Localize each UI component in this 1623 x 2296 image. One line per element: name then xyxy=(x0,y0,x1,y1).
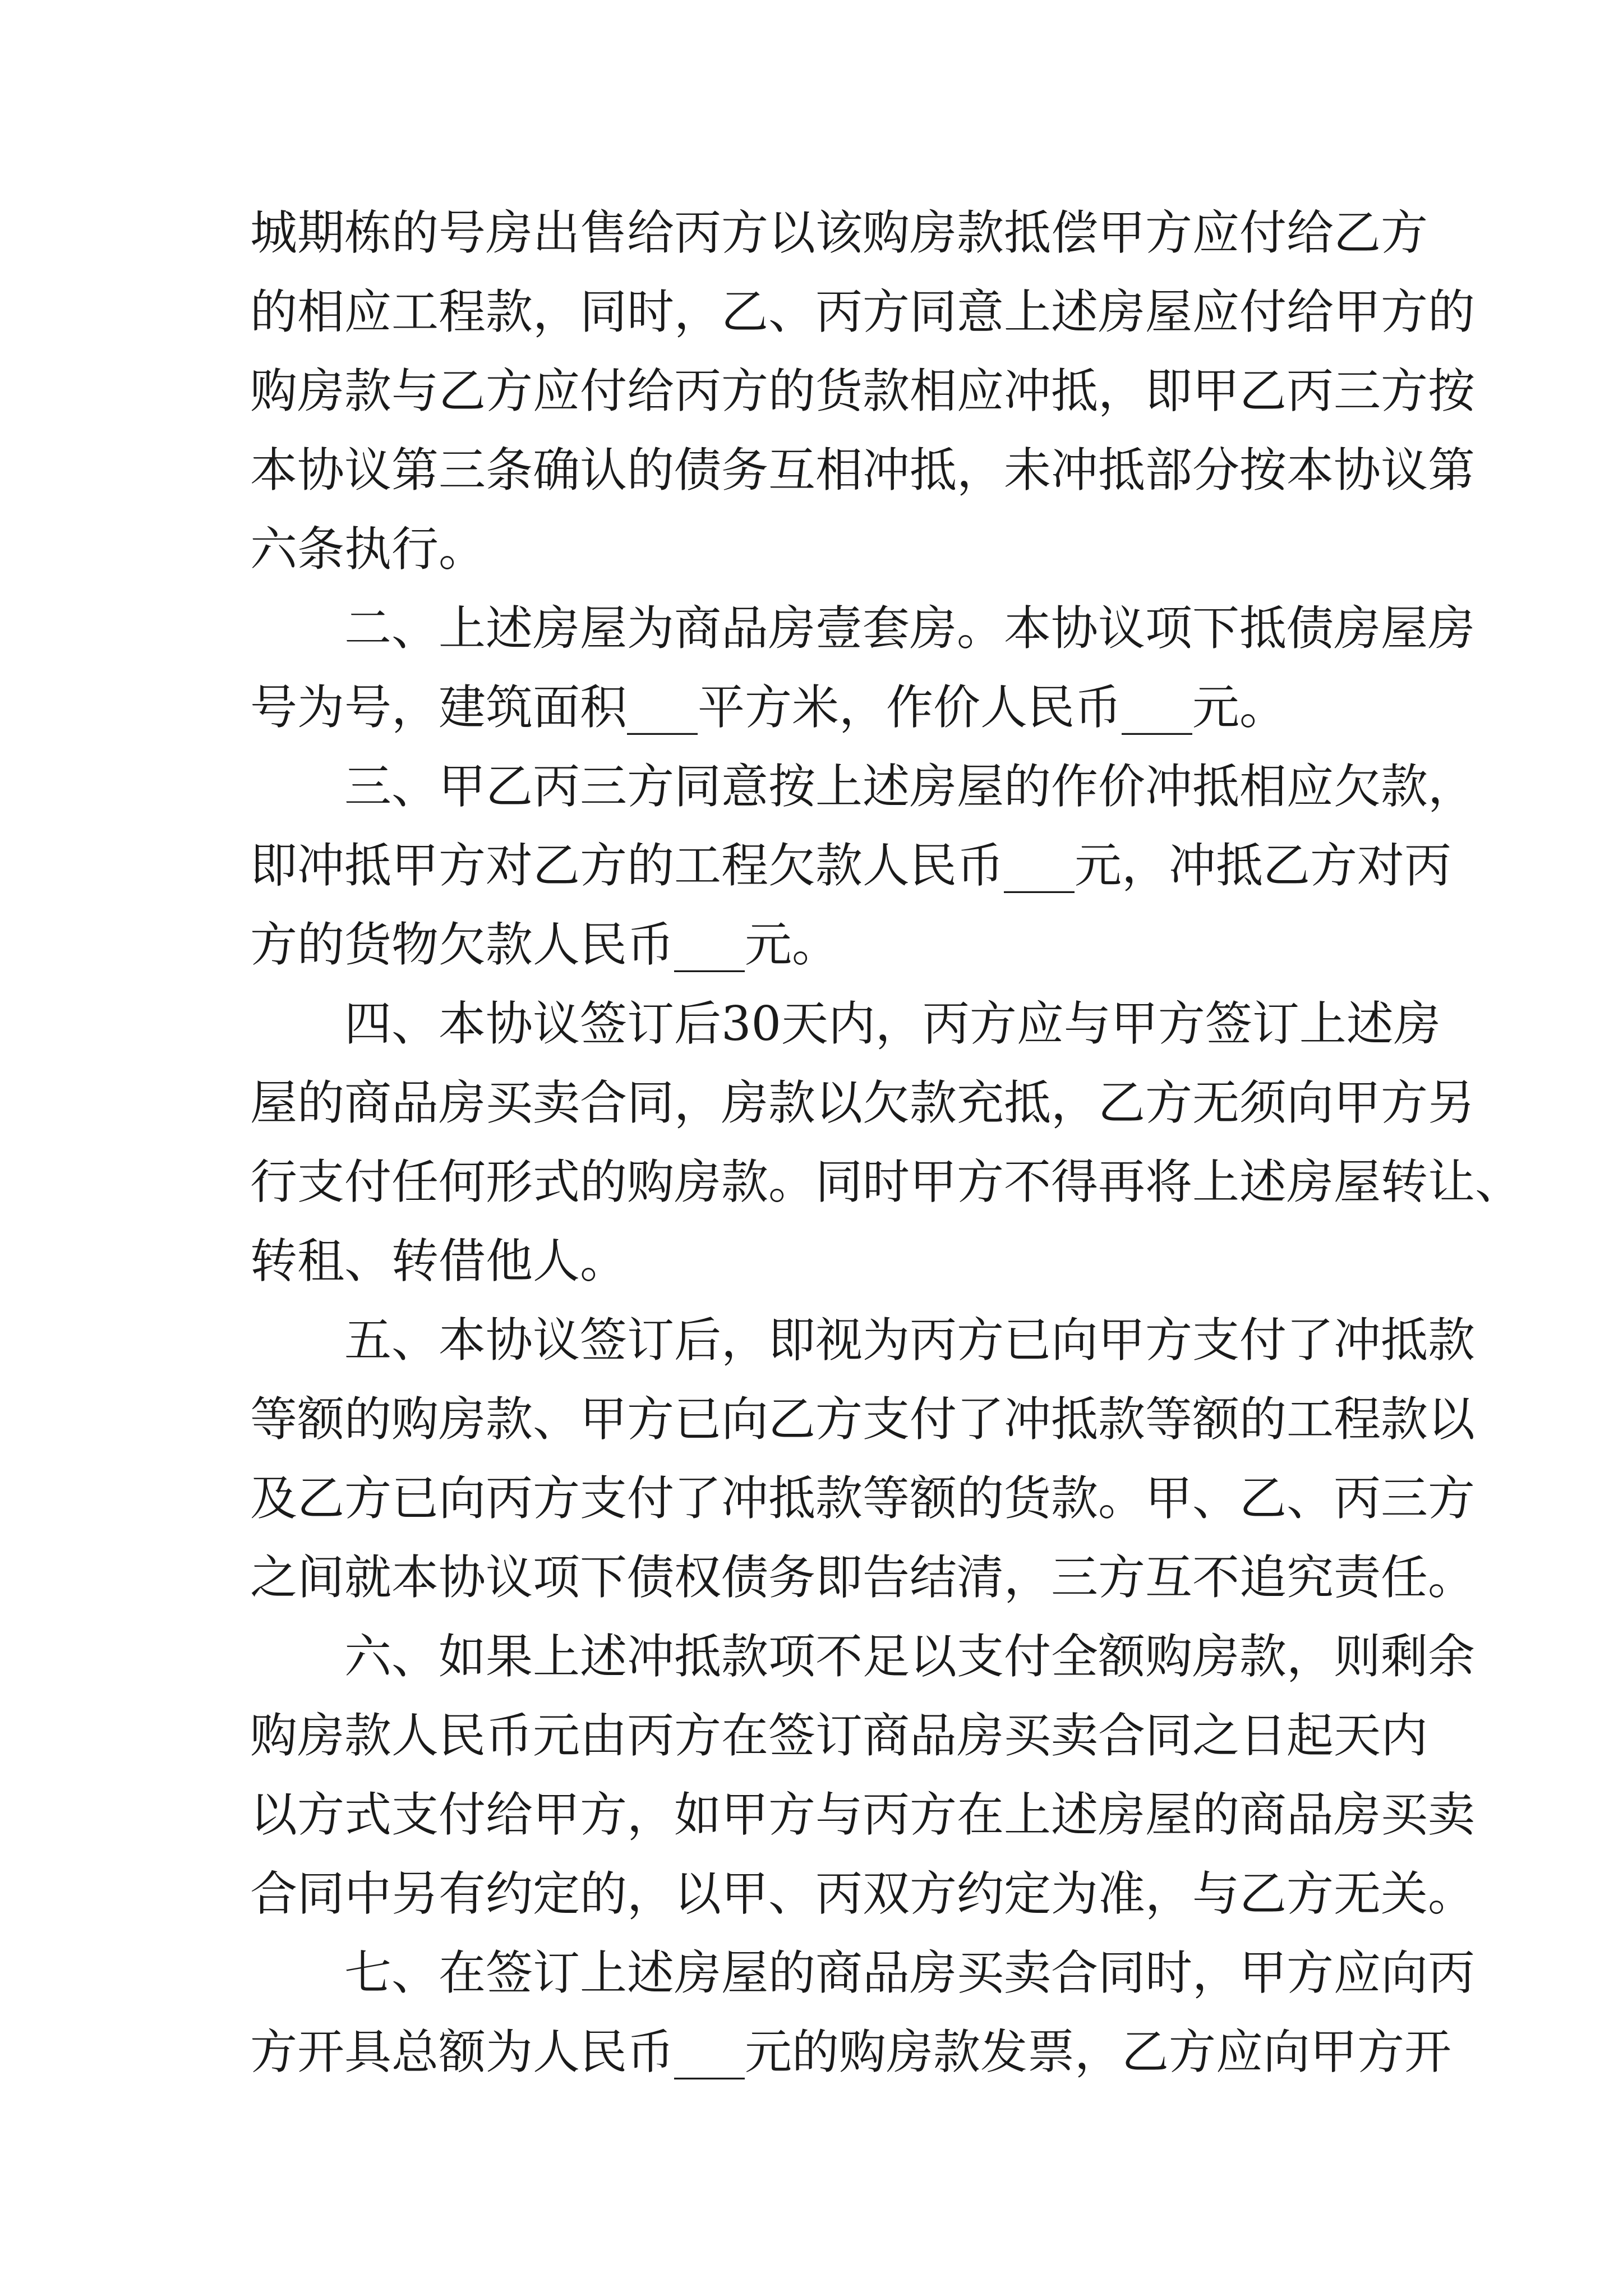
text-line: 转租、转借他人。 xyxy=(250,1234,628,1289)
text-line: 城期栋的号房出售给丙方以该购房款抵偿甲方应付给乙方 xyxy=(250,205,1428,260)
text-line: 即冲抵甲方对乙方的工程欠款人民币___元，冲抵乙方对丙 xyxy=(250,838,1452,893)
text-line: 及乙方已向丙方支付了冲抵款等额的货款。甲、乙、丙三方 xyxy=(250,1471,1476,1526)
text-line: 二、上述房屋为商品房壹套房。本协议项下抵债房屋房 xyxy=(344,601,1476,656)
text-line: 之间就本协议项下债权债务即告结清，三方互不追究责任。 xyxy=(250,1550,1476,1605)
paragraph-3 xyxy=(250,747,1476,984)
paragraph-7 xyxy=(250,1934,1476,2092)
text-line: 购房款与乙方应付给丙方的货款相应冲抵，即甲乙丙三方按 xyxy=(250,364,1476,418)
text-line: 屋的商品房买卖合同，房款以欠款充抵，乙方无须向甲方另 xyxy=(250,1075,1476,1130)
text-line: 等额的购房款、甲方已向乙方支付了冲抵款等额的工程款以 xyxy=(250,1392,1476,1447)
text-line: 行支付任何形式的购房款。同时甲方不得再将上述房屋转让、 xyxy=(250,1154,1523,1209)
text-line: 购房款人民币元由丙方在签订商品房买卖合同之日起天内 xyxy=(250,1708,1428,1763)
text-line: 七、在签订上述房屋的商品房买卖合同时，甲方应向丙 xyxy=(344,1945,1476,2000)
paragraph-5 xyxy=(250,1301,1476,1617)
text-line: 五、本协议签订后，即视为丙方已向甲方支付了冲抵款 xyxy=(344,1313,1476,1368)
paragraph-6 xyxy=(250,1617,1476,1934)
text-line: 六、如果上述冲抵款项不足以支付全额购房款，则剩余 xyxy=(344,1629,1476,1684)
paragraph-4 xyxy=(250,984,1523,1301)
text-line: 的相应工程款，同时，乙、丙方同意上述房屋应付给甲方的 xyxy=(250,284,1476,339)
text-line: 号为号，建筑面积___平方米，作价人民币___元。 xyxy=(250,680,1287,735)
text-line: 六条执行。 xyxy=(250,522,486,577)
text-line: 以方式支付给甲方，如甲方与丙方在上述房屋的商品房买卖 xyxy=(250,1787,1476,1842)
document-body xyxy=(250,194,1523,2092)
text-line: 三、甲乙丙三方同意按上述房屋的作价冲抵相应欠款， xyxy=(344,759,1476,814)
text-line: 方开具总额为人民币___元的购房款发票，乙方应向甲方开 xyxy=(250,2024,1452,2079)
text-line: 本协议第三条确认的债务互相冲抵，未冲抵部分按本协议第 xyxy=(250,443,1476,498)
text-line: 四、本协议签订后30天内，丙方应与甲方签订上述房 xyxy=(344,996,1441,1051)
paragraph-1 xyxy=(250,194,1476,589)
paragraph-2 xyxy=(250,589,1476,747)
text-line: 合同中另有约定的，以甲、丙双方约定为准，与乙方无关。 xyxy=(250,1866,1476,1921)
text-line: 方的货物欠款人民币___元。 xyxy=(250,917,840,972)
